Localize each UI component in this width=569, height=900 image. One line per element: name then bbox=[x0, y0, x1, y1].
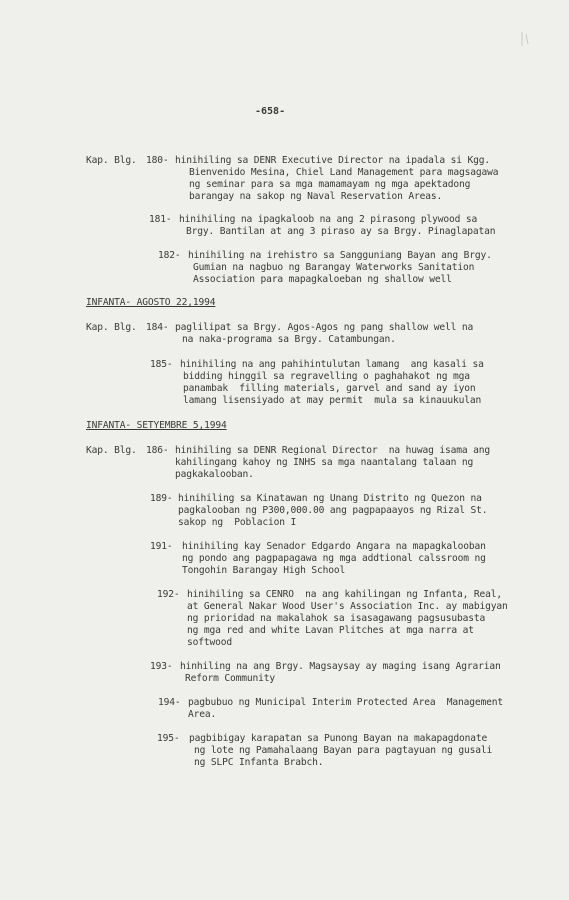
resolution-number: 192- bbox=[157, 589, 180, 600]
resolution-number: 181- bbox=[149, 214, 172, 225]
resolution-number: 195- bbox=[157, 733, 180, 744]
section-heading: INFANTA- AGOSTO 22,1994 bbox=[86, 297, 216, 308]
resolution-number: 185- bbox=[150, 359, 173, 370]
resolution-line: at General Nakar Wood User's Association Inc. ay mabigyan bbox=[187, 601, 508, 612]
section-heading: INFANTA- SETYEMBRE 5,1994 bbox=[86, 420, 227, 431]
resolution-line: kahilingang kahoy ng INHS sa mga naantalang talaan ng bbox=[175, 457, 474, 468]
resolution-line: Association para mapagkaloeban ng shallow well bbox=[193, 274, 452, 285]
resolution-number: 194- bbox=[158, 697, 181, 708]
resolution-number: 191- bbox=[150, 541, 173, 552]
resolution-line: hinihiling kay Senador Edgardo Angara na mapagkalooban bbox=[182, 541, 486, 552]
resolution-line: hinihiling sa CENRO na ang kahilingan ng Infanta, Real, bbox=[187, 589, 503, 600]
resolution-line: Area. bbox=[188, 709, 217, 720]
resolution-line: ng mga red and white Lavan Plitches at mga narra at bbox=[187, 625, 474, 636]
resolution-line: barangay na sakop ng Naval Reservation Areas. bbox=[189, 191, 443, 202]
resolution-number: 180- bbox=[146, 155, 169, 166]
resolution-line: hinihiling na irehistro sa Sangguniang Bayan ang Brgy. bbox=[188, 250, 492, 261]
resolution-line: ng pondo ang pagpapagawa ng mga addtional calssroom ng bbox=[182, 553, 486, 564]
resolution-number: 189- bbox=[150, 493, 173, 504]
resolution-line: Bienvenido Mesina, Chiel Land Management para magsagawa bbox=[189, 167, 499, 178]
resolution-line: hinihiling sa DENR Executive Director na ipadala si Kgg. bbox=[175, 155, 491, 166]
resolution-prefix: Kap. Blg. bbox=[86, 322, 137, 333]
resolution-line: paglilipat sa Brgy. Agos-Agos ng pang shallow well na bbox=[175, 322, 474, 333]
resolution-number: 193- bbox=[150, 661, 173, 672]
resolution-line: softwood bbox=[187, 637, 233, 648]
resolution-line: lamang lisensiyado at may permit mula sa kinauukulan bbox=[183, 395, 482, 406]
resolution-line: Gumian na nagbuo ng Barangay Waterworks Sanitation bbox=[193, 262, 475, 273]
resolution-prefix: Kap. Blg. bbox=[86, 445, 137, 456]
resolution-line: hinhiling na ang Brgy. Magsaysay ay maging isang Agrarian bbox=[180, 661, 501, 672]
resolution-line: Tongohin Barangay High School bbox=[182, 565, 346, 576]
resolution-line: hinihiling na ipagkaloob na ang 2 pirasong plywood sa bbox=[179, 214, 478, 225]
resolution-line: pagkakalooban. bbox=[175, 469, 254, 480]
resolution-number: 186- bbox=[146, 445, 169, 456]
resolution-line: ng SLPC Infanta Brabch. bbox=[194, 757, 324, 768]
page-number: -658- bbox=[255, 106, 286, 117]
resolution-line: bidding hinggil sa regravelling o paghahakot ng mga bbox=[183, 371, 470, 382]
resolution-line: hinihiling na ang pahihintulutan lamang ang kasali sa bbox=[180, 359, 484, 370]
resolution-line: hinihiling sa DENR Regional Director na huwag isama ang bbox=[175, 445, 491, 456]
resolution-number: 184- bbox=[146, 322, 169, 333]
resolution-line: Brgy. Bantilan at ang 3 piraso ay sa Brgy. Pinaglapatan bbox=[186, 226, 496, 237]
resolution-line: ng seminar para sa mga mamamayam ng mga apektadong bbox=[189, 179, 471, 190]
resolution-line: pagkalooban ng P300,000.00 ang pagpapaayos ng Rizal St. bbox=[178, 505, 488, 516]
resolution-line: Reform Community bbox=[185, 673, 276, 684]
resolution-line: hinihiling sa Kinatawan ng Unang Distrito ng Quezon na bbox=[178, 493, 482, 504]
resolution-line: sakop ng Poblacion I bbox=[178, 517, 297, 528]
margin-mark-icon bbox=[520, 30, 530, 48]
resolution-line: na naka-programa sa Brgy. Catambungan. bbox=[182, 334, 396, 345]
resolution-number: 182- bbox=[158, 250, 181, 261]
resolution-line: panambak filling materials, garvel and sand ay iyon bbox=[183, 383, 476, 394]
resolution-line: pagbubuo ng Municipal Interim Protected Area Management bbox=[188, 697, 504, 708]
resolution-line: ng prioridad na makalahok sa isasagawang pagsusubasta bbox=[187, 613, 486, 624]
resolution-prefix: Kap. Blg. bbox=[86, 155, 137, 166]
resolution-line: ng lote ng Pamahalaang Bayan para pagtayuan ng gusali bbox=[194, 745, 493, 756]
resolution-line: pagbibigay karapatan sa Punong Bayan na makapagdonate bbox=[189, 733, 488, 744]
